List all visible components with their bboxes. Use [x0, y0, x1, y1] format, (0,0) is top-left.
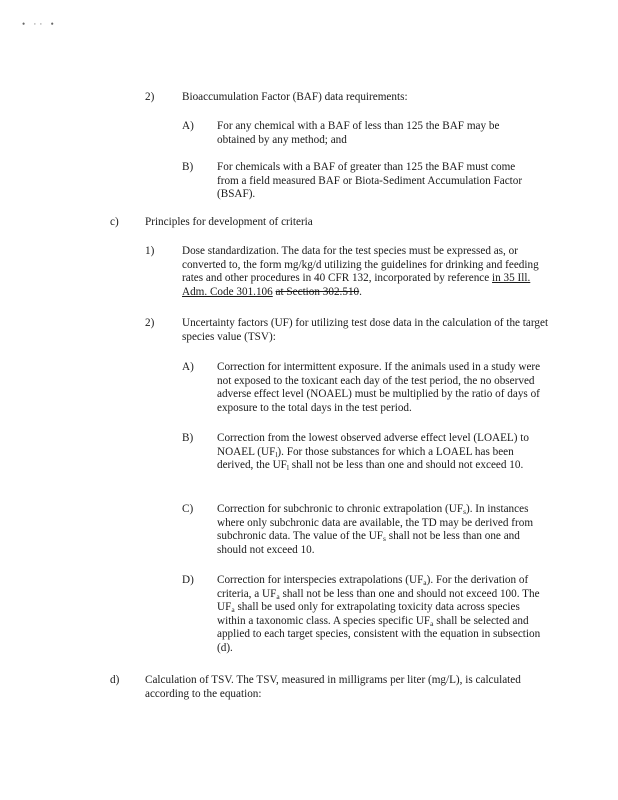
dose-standardization-paragraph: Dose standardization. The data for the test species must be expressed as, or converted to, the form mg/kg/d utilizing the guidelines for drinking and feeding rates and other procedures in 40 CFR 132, incorporated by reference in 35 Ill. Adm. Code 301.106 at Section 302.510.: [182, 245, 539, 298]
item-label-A2: A): [182, 361, 194, 373]
item-label-2: 2): [145, 91, 155, 103]
tsv-calculation-paragraph: Calculation of TSV. The TSV, measured in milligrams per liter (mg/L), is calculated according to the equation:: [145, 674, 521, 700]
item-label-C: C): [182, 503, 194, 515]
item-label-B: B): [182, 161, 194, 173]
baf-greater-than-125-paragraph: For chemicals with a BAF of greater than 125 the BAF must come from a field measured BAF or Biota-Sediment Accumulation Factor (BSAF).: [217, 161, 523, 201]
item-label-A: A): [182, 120, 194, 132]
item-label-D: D): [182, 574, 194, 586]
baf-less-than-125-paragraph: For any chemical with a BAF of less than 125 the BAF may be obtained by any method; and: [217, 120, 500, 146]
principles-heading: Principles for development of criteria: [145, 216, 313, 228]
item-label-B2: B): [182, 432, 194, 444]
item-label-1: 1): [145, 245, 155, 257]
scan-artifact-specks: • ·· •: [22, 19, 57, 29]
subchronic-correction-paragraph: Correction for subchronic to chronic extrapolation $(UF_s)$. In instances where only subchronic data are available, the TD may be derived from subchronic data. The value of the $UF_s$ shall not be less than one and should not exceed 10.: [217, 503, 534, 556]
intermittent-exposure-paragraph: Correction for intermittent exposure. If the animals used in a study were not exposed to the toxicant each day of the test period, the no observed adverse effect level (NOAEL) must be multiplied by the ratio of days of exposure to the total days in the test period.: [217, 361, 541, 414]
uncertainty-factors-paragraph: Uncertainty factors (UF) for utilizing test dose data in the calculation of the target species value (TSV):: [182, 317, 549, 343]
section-label-d: d): [110, 674, 120, 686]
baf-requirements-heading: Bioaccumulation Factor (BAF) data requirements:: [182, 91, 408, 103]
section-label-c: c): [110, 216, 119, 228]
deleted-citation: at Section 302.510: [275, 285, 360, 298]
item-label-2b: 2): [145, 317, 155, 329]
loael-correction-paragraph: Correction from the lowest observed adverse effect level (LOAEL) to NOAEL $(UF_l)$. For those substances for which a LOAEL has been derived, the $UF_l$ shall not be less than one and should not exceed 10.: [217, 432, 529, 473]
interspecies-correction-paragraph: Correction for interspecies extrapolations $(UF_a)$. For the derivation of criteria, a $UF_a$ shall not be less than one and should not exceed 100. The $UF_a$ shall be used only for extrapolating toxicity data across species within a taxonomic class. A species specific $UF_a$ shall be selected and applied to each target species, consistent with the equation in subsection (d).: [217, 574, 541, 654]
inserted-citation: in 35 Ill. Adm. Code 301.106: [182, 272, 531, 298]
